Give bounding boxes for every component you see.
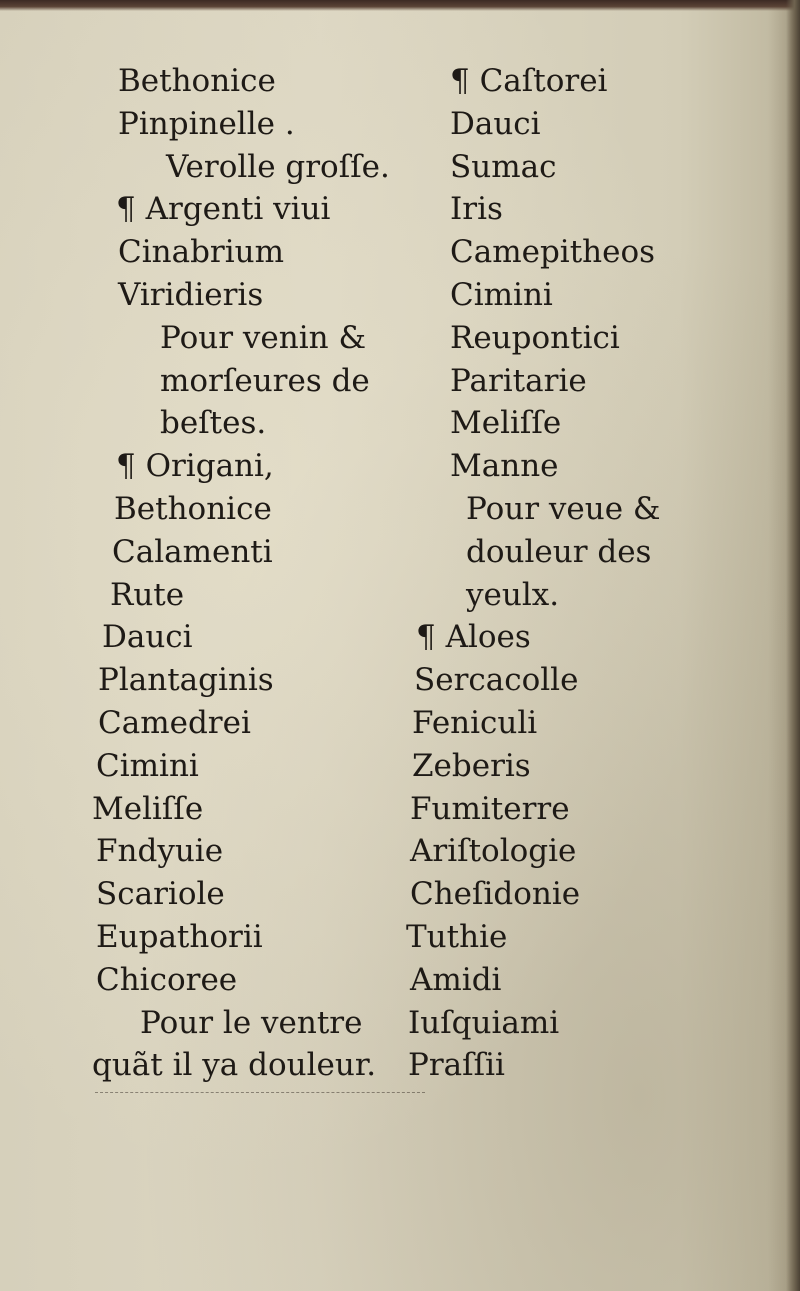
right_column-line: ¶ Caſtorei — [450, 63, 608, 99]
right_column-line: Cheſidonie — [410, 876, 581, 913]
left_column-line: Fndyuie — [96, 833, 224, 870]
right_column-line: Iuſquiami — [408, 1004, 560, 1041]
right_column-line: Zeberis — [412, 747, 531, 784]
left_column-line: beſtes. — [160, 405, 267, 442]
right_column-line: yeulx. — [466, 576, 560, 613]
page-top-edge — [0, 0, 800, 11]
right_column-line: Ariſtologie — [410, 833, 577, 870]
left-column — [92, 60, 426, 1087]
left_column-line: Meliſſe — [92, 790, 204, 827]
left_column-line: Verolle groſſe. — [166, 148, 390, 185]
right_column-line: Praſſii — [408, 1047, 505, 1084]
left_column-line: Plantaginis — [98, 662, 274, 699]
right_column-line: Camepitheos — [450, 234, 656, 271]
right_column-line: Reupontici — [450, 319, 620, 356]
left_column-line: Pour venin & — [160, 319, 367, 356]
left_column-line: Chicoree — [96, 961, 238, 998]
left_column-line: ¶ Argenti viui — [116, 191, 331, 228]
page-gutter-edge — [786, 0, 800, 1291]
left_column-line: Cimini — [96, 747, 199, 784]
left_column-line: morſeures de — [160, 362, 370, 399]
right_column-line: Fumiterre — [410, 790, 570, 827]
left_column-line: Scariole — [96, 876, 225, 913]
right_column-line: Dauci — [450, 105, 541, 142]
left_column-line: Dauci — [102, 619, 193, 656]
right_column-line: Sercacolle — [414, 662, 579, 699]
right-column — [406, 60, 700, 1087]
left_column-line: Calamenti — [112, 533, 273, 570]
right_column-line: Paritarie — [450, 362, 587, 399]
left_column-line: Viridieris — [118, 276, 264, 313]
left_column-line: quãt il ya douleur. — [92, 1047, 377, 1084]
left_column-line: Rute — [110, 576, 185, 613]
right_column-line: Iris — [450, 191, 503, 228]
left_column-line: Pinpinelle . — [118, 105, 295, 142]
left_column-line: Bethonice — [114, 490, 272, 527]
left_column-line: Camedrei — [98, 704, 251, 741]
right_column-line: Amidi — [410, 961, 502, 998]
underline-rule — [95, 1092, 425, 1093]
right_column-line: Tuthie — [406, 918, 508, 955]
left_column-line: Eupathorii — [96, 918, 263, 955]
right_column-line: Manne — [450, 448, 559, 485]
right_column-line: Pour veue & — [466, 490, 661, 527]
right_column-line: douleur des — [466, 533, 652, 570]
left_column-line: ¶ Origani, — [116, 448, 274, 485]
left_column-line: Pour le ventre — [140, 1004, 363, 1041]
right_column-line: Cimini — [450, 276, 553, 313]
right_column-line: Feniculi — [412, 704, 538, 741]
right_column-line: ¶ Aloes — [416, 619, 531, 656]
left_column-line: Bethonice — [118, 63, 276, 99]
right_column-line: Meliſſe — [450, 405, 562, 442]
left_column-line: Cinabrium — [118, 234, 285, 271]
right_column-line: Sumac — [450, 148, 557, 185]
